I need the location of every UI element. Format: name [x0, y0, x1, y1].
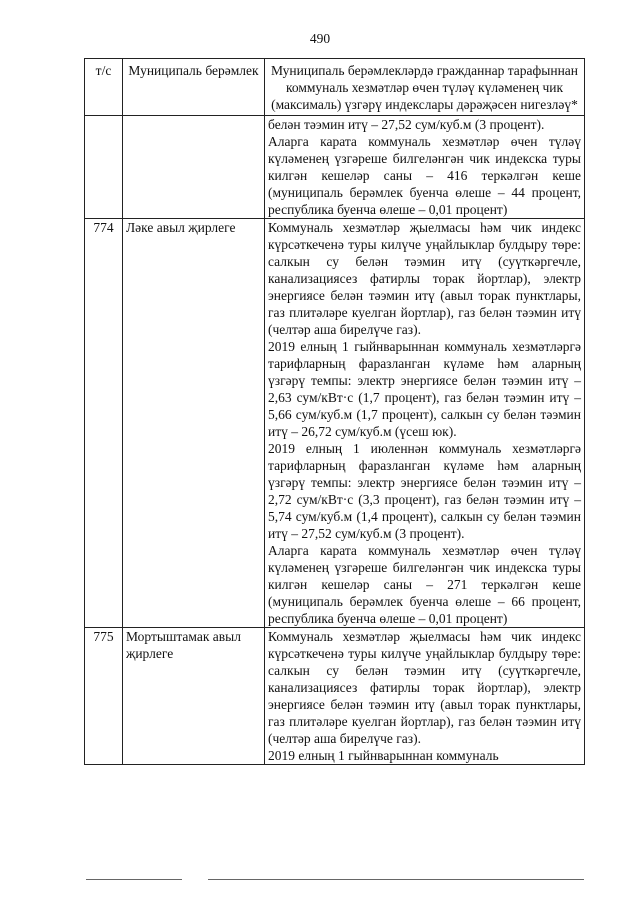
paragraph: Коммуналь хезмәтләр җыелмасы һәм чик индекс күрсәткеченә туры килүче уңайлыклар булдыру төре: салкын су белән тәэмин итү (суүткәргечле, канализациясез фатирлы торак йортлар), электр энергиясе белән тәэмин итү (авыл торак пунктлары, газ плитәләре куелган йортлар), газ белән тәэмин итү (челтәр аша бирелүче газ). [268, 629, 581, 746]
table-row-continuation [85, 116, 585, 219]
page-number: 490 [309, 31, 331, 46]
paragraph: Аларга карата коммуналь хезмәтләр өчен түләү күләменең үзгәреше билгеләнгән чик индекска туры килгән кешеләр саны – 271 теркәлгән кеше (муниципаль берәмлек буенча өлеше – 66 процент, республика буенча өлеше – 0,01 процент) [268, 543, 581, 626]
table-header-row [85, 59, 585, 116]
paragraph: Коммуналь хезмәтләр җыелмасы һәм чик индекс күрсәткеченә туры килүче уңайлыклар булдыру төре: салкын су белән тәэмин итү (суүткәргечле, канализациясез фатирлы торак йортлар), электр энергиясе белән тәэмин итү (авыл торак пунктлары, газ плитәләре куелган йортлар), газ белән тәэмин итү (челтәр аша бирелүче газ). [268, 220, 581, 337]
row-description [265, 628, 585, 765]
header-number: т/с [85, 59, 123, 116]
tariff-index-table [84, 58, 585, 765]
paragraph: 2019 елның 1 гыйнварыннан коммуналь хезмәтләргә тарифларның фаразланган күләме һәм аларның үзгәрү темпы: электр энергиясе белән тәэмин итү – 2,63 сум/кВт·с (1,7 процент), газ белән тәэмин итү – 5,66 сум/куб.м (1,7 процент), салкын су белән тәэмин итү – 26,72 сум/куб.м (үсеш юк). [268, 339, 581, 439]
paragraph: белән тәэмин итү – 27,52 сум/куб.м (3 процент). [268, 117, 545, 132]
row-description [265, 116, 585, 219]
row-municipality-name: Ләке авыл җирлеге [123, 219, 265, 628]
paragraph: 2019 елның 1 гыйнварыннан коммуналь [268, 748, 499, 763]
row-number-empty [85, 116, 123, 219]
row-description [265, 219, 585, 628]
footer-line-left [86, 879, 182, 880]
row-municipality-name: Мортыштамак авыл җирлеге [123, 628, 265, 765]
header-description: Муниципаль берәмлекләрдә гражданнар тарафыннан коммуналь хезмәтләр өчен түләү күләменең чик (максималь) үзгәрү индекслары дәрәҗәсен нигезләү* [265, 59, 585, 116]
paragraph: 2019 елның 1 июленнән коммуналь хезмәтләргә тарифларның фаразланган күләме һәм аларның үзгәрү темпы: электр энергиясе белән тәэмин итү – 2,72 сум/кВт·с (3,3 процент), газ белән тәэмин итү – 5,74 сум/куб.м (1,4 процент), салкын су белән тәэмин итү – 27,52 сум/куб.м (3 процент). [268, 441, 581, 541]
row-number: 774 [85, 219, 123, 628]
table-row [85, 219, 585, 628]
header-municipality: Муниципаль берәмлек [123, 59, 265, 116]
footer-line-right [208, 879, 584, 880]
table-row [85, 628, 585, 765]
row-number: 775 [85, 628, 123, 765]
row-name-empty [123, 116, 265, 219]
paragraph: Аларга карата коммуналь хезмәтләр өчен түләү күләменең үзгәреше билгеләнгән чик индекска туры килгән кешеләр саны – 416 теркәлгән кеше (муниципаль берәмлек буенча өлеше – 44 процент, республика буенча өлеше – 0,01 процент) [268, 134, 581, 217]
